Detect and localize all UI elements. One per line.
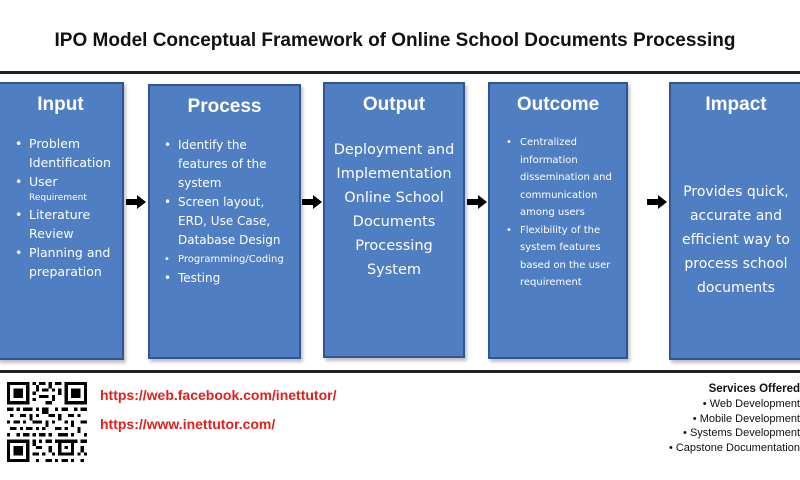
input-box	[0, 82, 124, 360]
list-item: • Mobile Development	[600, 412, 800, 427]
website-link[interactable]: https://www.inettutor.com/	[100, 416, 276, 432]
bottom-divider	[0, 370, 800, 373]
list-item: • Problem Identification	[13, 134, 118, 172]
output-text: Deployment and Implementation Online School Documents Processing System	[333, 142, 455, 278]
process-list	[162, 136, 295, 288]
list-item: • Capstone Documentation	[600, 441, 800, 456]
list-item: • Identify the features of the system	[162, 136, 295, 193]
facebook-link[interactable]: https://web.facebook.com/inettutor/	[100, 387, 337, 403]
services-list	[600, 397, 800, 455]
output-title: Output	[362, 94, 426, 115]
list-item: • Web Development	[600, 397, 800, 412]
outcome-box	[488, 82, 628, 359]
list-item: • Literature Review	[13, 205, 118, 243]
impact-box	[669, 82, 800, 360]
page-title: IPO Model Conceptual Framework of Online School Documents Processing	[54, 30, 736, 51]
list-item: • Planning and preparation	[13, 243, 118, 281]
list-item	[13, 172, 118, 205]
outcome-title: Outcome	[516, 94, 600, 115]
right-arrow-icon	[302, 195, 322, 209]
qr-code-icon	[7, 382, 87, 462]
list-item-text-small: Requirement	[29, 193, 87, 203]
right-arrow-icon	[126, 195, 146, 209]
list-item: • Testing	[162, 269, 295, 288]
list-item: • Programming/Coding	[162, 250, 295, 269]
services-panel	[600, 382, 800, 455]
input-title: Input	[37, 94, 84, 115]
impact-text: Provides quick, accurate and efficient way to process school documents	[682, 184, 790, 296]
list-item: • Systems Development	[600, 426, 800, 441]
list-item: • Centralized information dissemination and communication among users	[504, 134, 620, 222]
process-title: Process	[187, 96, 262, 117]
list-item: • Flexibility of the system features based on the user requirement	[504, 222, 620, 292]
services-title: Services Offered	[708, 383, 800, 395]
right-arrow-icon	[467, 195, 487, 209]
impact-title: Impact	[705, 94, 767, 115]
output-box	[323, 82, 465, 358]
process-box	[148, 84, 301, 359]
top-divider	[0, 71, 800, 74]
list-item-text: User	[29, 174, 58, 189]
outcome-list	[504, 134, 620, 292]
list-item: • Screen layout, ERD, Use Case, Database Design	[162, 193, 295, 250]
right-arrow-icon	[647, 195, 667, 209]
input-list	[13, 134, 118, 281]
